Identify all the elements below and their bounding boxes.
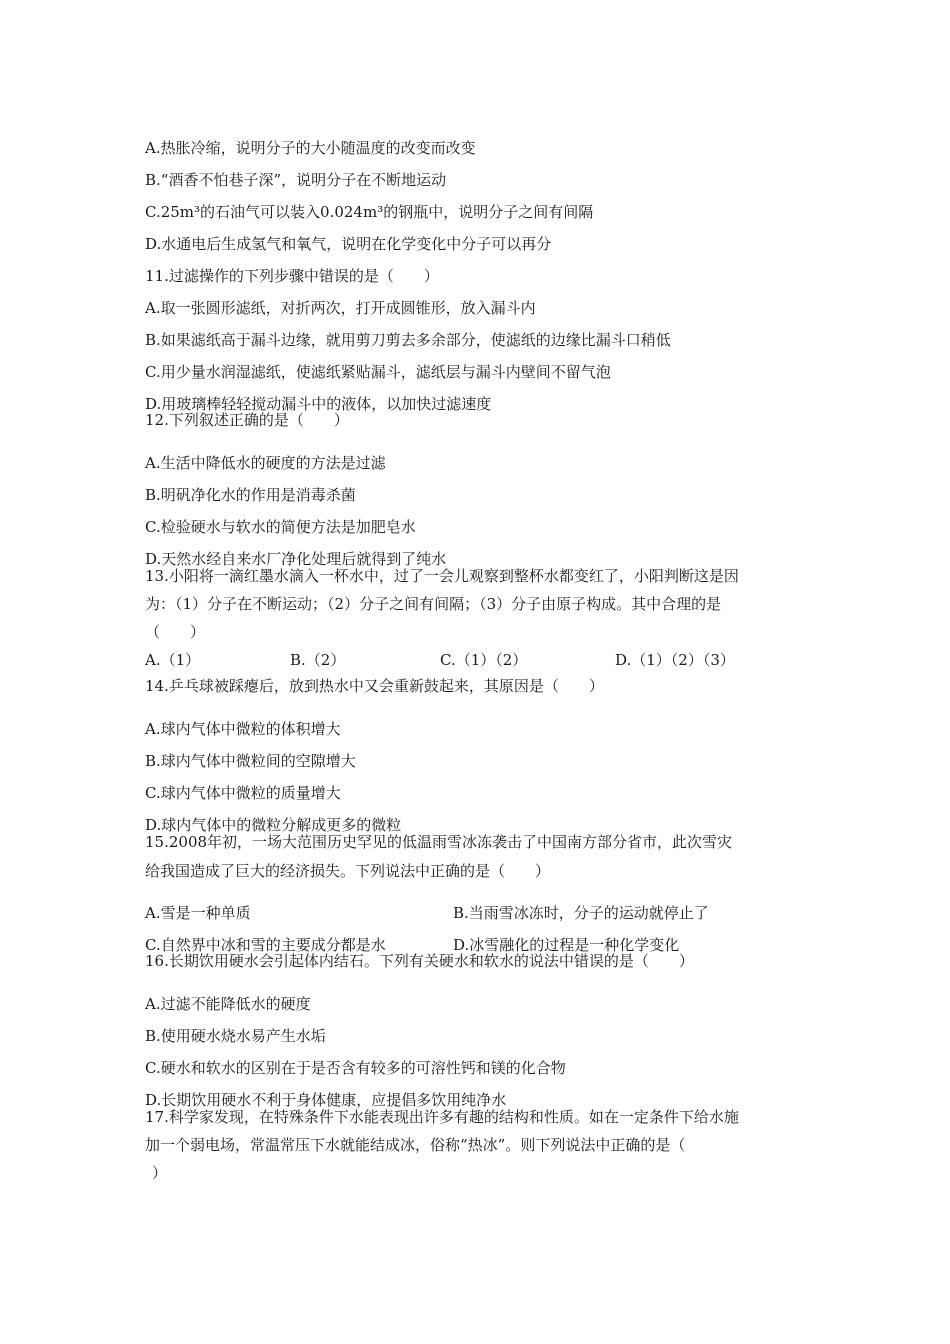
q15-option-b: B.当雨雪冰冻时，分子的运动就停止了 <box>453 904 709 922</box>
q15-option-c: C.自然界中冰和雪的主要成分都是水 <box>145 936 386 954</box>
q15-option-d: D.冰雪融化的过程是一种化学变化 <box>453 936 680 954</box>
q10-option-c: C.25m³的石油气可以装入0.024m³的钢瓶中，说明分子之间有间隔 <box>145 203 594 221</box>
q12-option-d: D.天然水经自来水厂净化处理后就得到了纯水 <box>145 550 447 568</box>
q11-option-b: B.如果滤纸高于漏斗边缘，就用剪刀剪去多余部分，使滤纸的边缘比漏斗口稍低 <box>145 331 671 349</box>
q13-option-a: A.（1） <box>145 651 201 669</box>
q13-options-row <box>145 650 805 670</box>
q13-stem-line-2: 为：（1）分子在不断运动；（2）分子之间有间隔；（3）分子由原子构成。其中合理的是 <box>145 595 722 613</box>
q12-option-c: C.检验硬水与软水的简便方法是加肥皂水 <box>145 518 416 536</box>
q17-stem-line-3: ） <box>152 1164 168 1182</box>
q17-stem-line-1: 17.科学家发现，在特殊条件下水能表现出许多有趣的结构和性质。如在一定条件下给水施 <box>145 1108 739 1126</box>
q16-option-a: A.过滤不能降低水的硬度 <box>145 995 311 1013</box>
q16-option-c: C.硬水和软水的区别在于是否含有较多的可溶性钙和镁的化合物 <box>145 1059 566 1077</box>
q14-option-d: D.球内气体中的微粒分解成更多的微粒 <box>145 816 402 834</box>
q11-option-d: D.用玻璃棒轻轻搅动漏斗中的液体，以加快过滤速度 <box>145 395 492 413</box>
q11-stem: 11.过滤操作的下列步骤中错误的是（ ） <box>145 267 439 285</box>
q14-option-a: A.球内气体中微粒的体积增大 <box>145 720 341 738</box>
q12-option-b: B.明矾净化水的作用是消毒杀菌 <box>145 486 356 504</box>
q10-option-b: B.“酒香不怕巷子深”，说明分子在不断地运动 <box>145 171 447 189</box>
q13-stem-line-3: （ ） <box>145 623 206 641</box>
q10-option-d: D.水通电后生成氢气和氧气，说明在化学变化中分子可以再分 <box>145 235 552 253</box>
q11-option-a: A.取一张圆形滤纸，对折两次，打开成圆锥形，放入漏斗内 <box>145 299 536 317</box>
q14-option-c: C.球内气体中微粒的质量增大 <box>145 784 341 802</box>
q16-stem: 16.长期饮用硬水会引起体内结石。下列有关硬水和软水的说法中错误的是（ ） <box>145 952 694 970</box>
q14-option-b: B.球内气体中微粒间的空隙增大 <box>145 752 356 770</box>
q11-option-c: C.用少量水润湿滤纸，使滤纸紧贴漏斗，滤纸层与漏斗内壁间不留气泡 <box>145 363 611 381</box>
q13-option-d: D.（1）（2）（3） <box>615 651 735 669</box>
q14-stem: 14.乒乓球被踩瘪后，放到热水中又会重新鼓起来，其原因是（ ） <box>145 677 604 695</box>
q15-options-row-1 <box>145 903 805 923</box>
q13-option-b: B.（2） <box>290 651 346 669</box>
q15-option-a: A.雪是一种单质 <box>145 904 251 922</box>
q12-option-a: A.生活中降低水的硬度的方法是过滤 <box>145 454 386 472</box>
q16-option-b: B.使用硬水烧水易产生水垢 <box>145 1027 326 1045</box>
q12-stem: 12.下列叙述正确的是（ ） <box>145 411 349 429</box>
q15-stem-line-2: 给我国造成了巨大的经济损失。下列说法中正确的是（ ） <box>145 862 551 880</box>
q10-option-a: A.热胀冷缩，说明分子的大小随温度的改变而改变 <box>145 139 476 157</box>
q17-stem-line-2: 加一个弱电场，常温常压下水就能结成冰，俗称“热冰”。则下列说法中正确的是（ <box>145 1136 686 1154</box>
q13-stem-line-1: 13.小阳将一滴红墨水滴入一杯水中，过了一会儿观察到整杯水都变红了，小阳判断这是因 <box>145 567 739 585</box>
q13-option-c: C.（1）（2） <box>440 651 528 669</box>
q15-stem-line-1: 15.2008年初，一场大范围历史罕见的低温雨雪冰冻袭击了中国南方部分省市，此次雪灾 <box>145 833 733 851</box>
q16-option-d: D.长期饮用硬水不利于身体健康，应提倡多饮用纯净水 <box>145 1091 507 1109</box>
